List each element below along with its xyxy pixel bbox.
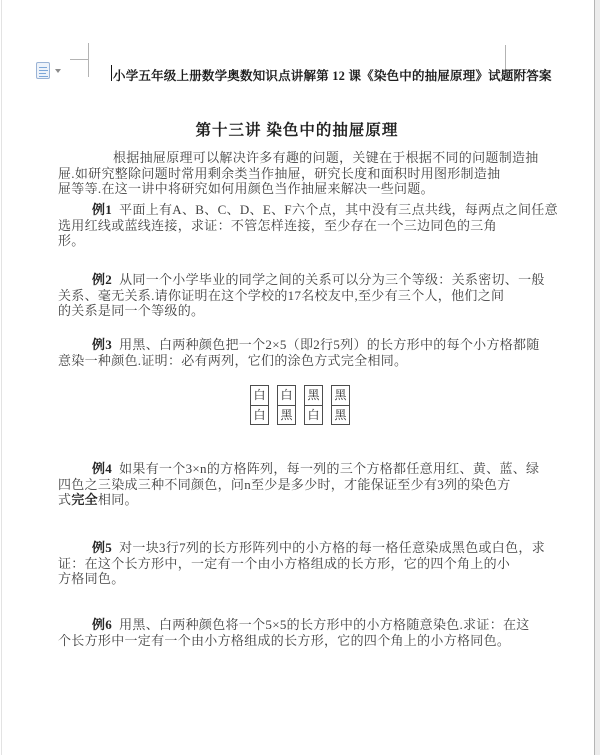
grid-cell: 黑: [332, 405, 349, 424]
example-line: 个长方形中一定有一个由小方格组成的长方形，它的四个角上的小方格同色。: [58, 632, 511, 648]
intro-paragraph[interactable]: [58, 150, 539, 197]
example-text: 从同一个小学毕业的同学之间的关系可以分为三个等级：关系密切、一般: [119, 272, 545, 287]
example-line: 方格同色。: [58, 571, 125, 587]
page-right-edge: [594, 0, 600, 755]
grid-column: [250, 385, 269, 425]
grid-column: [277, 385, 296, 425]
page-left-edge: [1, 0, 2, 755]
example-6-paragraph[interactable]: [58, 617, 536, 648]
grid-cell: 白: [280, 388, 293, 402]
example-1-label: 例1: [92, 202, 113, 217]
grid-column: [304, 385, 323, 425]
document-options-icon[interactable]: [36, 62, 50, 79]
example-line: 选用红线或蓝线连接，求证：不管怎样连接，至少存在一个三边同色的三角: [58, 217, 497, 233]
example-text: 平面上有A、B、C、D、E、F六个点，其中没有三点共线，每两点之间任意: [119, 202, 558, 217]
example-line: 意染一种颜色.证明：必有两列，它们的涂色方式完全相同。: [58, 352, 408, 368]
grid-cell: 白: [305, 405, 322, 424]
grid-cell: 黑: [307, 388, 320, 402]
document-header-title[interactable]: 小学五年级上册数学奥数知识点讲解第 12 课《染色中的抽屉原理》试题附答案: [113, 69, 552, 83]
example-3-paragraph[interactable]: [58, 337, 540, 368]
example-text: 式: [58, 492, 72, 508]
intro-line: 根据抽屉原理可以解决许多有趣的问题，关键在于根据不同的问题制造抽: [113, 150, 539, 165]
example-3-label: 例3: [92, 337, 113, 352]
text-cursor: [111, 65, 112, 81]
intro-line: 屉.如研究整除问题时常用剩余类当作抽屉，研究长度和面积时用图形制造抽: [58, 165, 501, 181]
page-title[interactable]: 第十三讲 染色中的抽屉原理: [195, 122, 399, 139]
example-4-label: 例4: [92, 461, 113, 476]
example-5-label: 例5: [92, 540, 113, 555]
example-2-label: 例2: [92, 272, 113, 287]
example-4-paragraph[interactable]: [58, 461, 540, 508]
example-emphasis: 完全: [71, 492, 98, 508]
text-boundary-mark-left: [88, 43, 89, 77]
example-line: [58, 617, 536, 633]
grid-column: [331, 385, 350, 425]
example-line: 形。: [58, 233, 85, 249]
intro-line: 屉等等.在这一讲中将研究如何用颜色当作抽屉来解决一些问题。: [58, 181, 434, 197]
example-1-paragraph[interactable]: [58, 202, 558, 249]
example-6-label: 例6: [92, 617, 113, 632]
example-line: [58, 202, 558, 218]
example-line: [58, 272, 545, 288]
grid-cell: 黑: [278, 405, 295, 424]
example-text: 对一块3行7列的长方形阵列中的小方格的每一格任意染成黑色或白色，求: [119, 540, 546, 555]
example-text: 相同。: [97, 492, 138, 508]
coloring-grid-figure: [250, 385, 350, 425]
example-line: [58, 337, 540, 353]
example-line: [58, 540, 546, 556]
example-line: 的关系是同一个等级的。: [58, 303, 205, 319]
grid-cell: 黑: [334, 388, 347, 402]
grid-cell: 白: [253, 388, 266, 402]
example-5-paragraph[interactable]: [58, 540, 546, 587]
chevron-down-icon[interactable]: [55, 69, 61, 73]
example-text: 如果有一个3×n的方格阵列，每一列的三个方格都任意用红、黄、蓝、绿: [119, 461, 540, 476]
example-line: [58, 492, 536, 508]
example-2-paragraph[interactable]: [58, 272, 545, 319]
smart-tag-button[interactable]: [36, 62, 62, 80]
example-line: 四色之三染成三种不同颜色，问n至少是多少时，才能保证至少有3列的染色方: [58, 476, 511, 492]
example-line: 证：在这个长方形中，一定有一个由小方格组成的长方形，它的四个角上的小: [58, 555, 511, 571]
example-text: 用黑、白两种颜色将一个5×5的长方形中的小方格随意染色.求证：在这: [119, 617, 530, 632]
grid-cell: 白: [251, 405, 268, 424]
example-line: 关系、毫无关系.请你证明在这个学校的17名校友中,至少有三个人，他们之间: [58, 287, 505, 303]
text-boundary-mark-left: [70, 59, 88, 60]
example-text: 用黑、白两种颜色把一个2×5（即2行5列）的长方形中的每个小方格都随: [119, 337, 540, 352]
example-line: [58, 461, 540, 477]
